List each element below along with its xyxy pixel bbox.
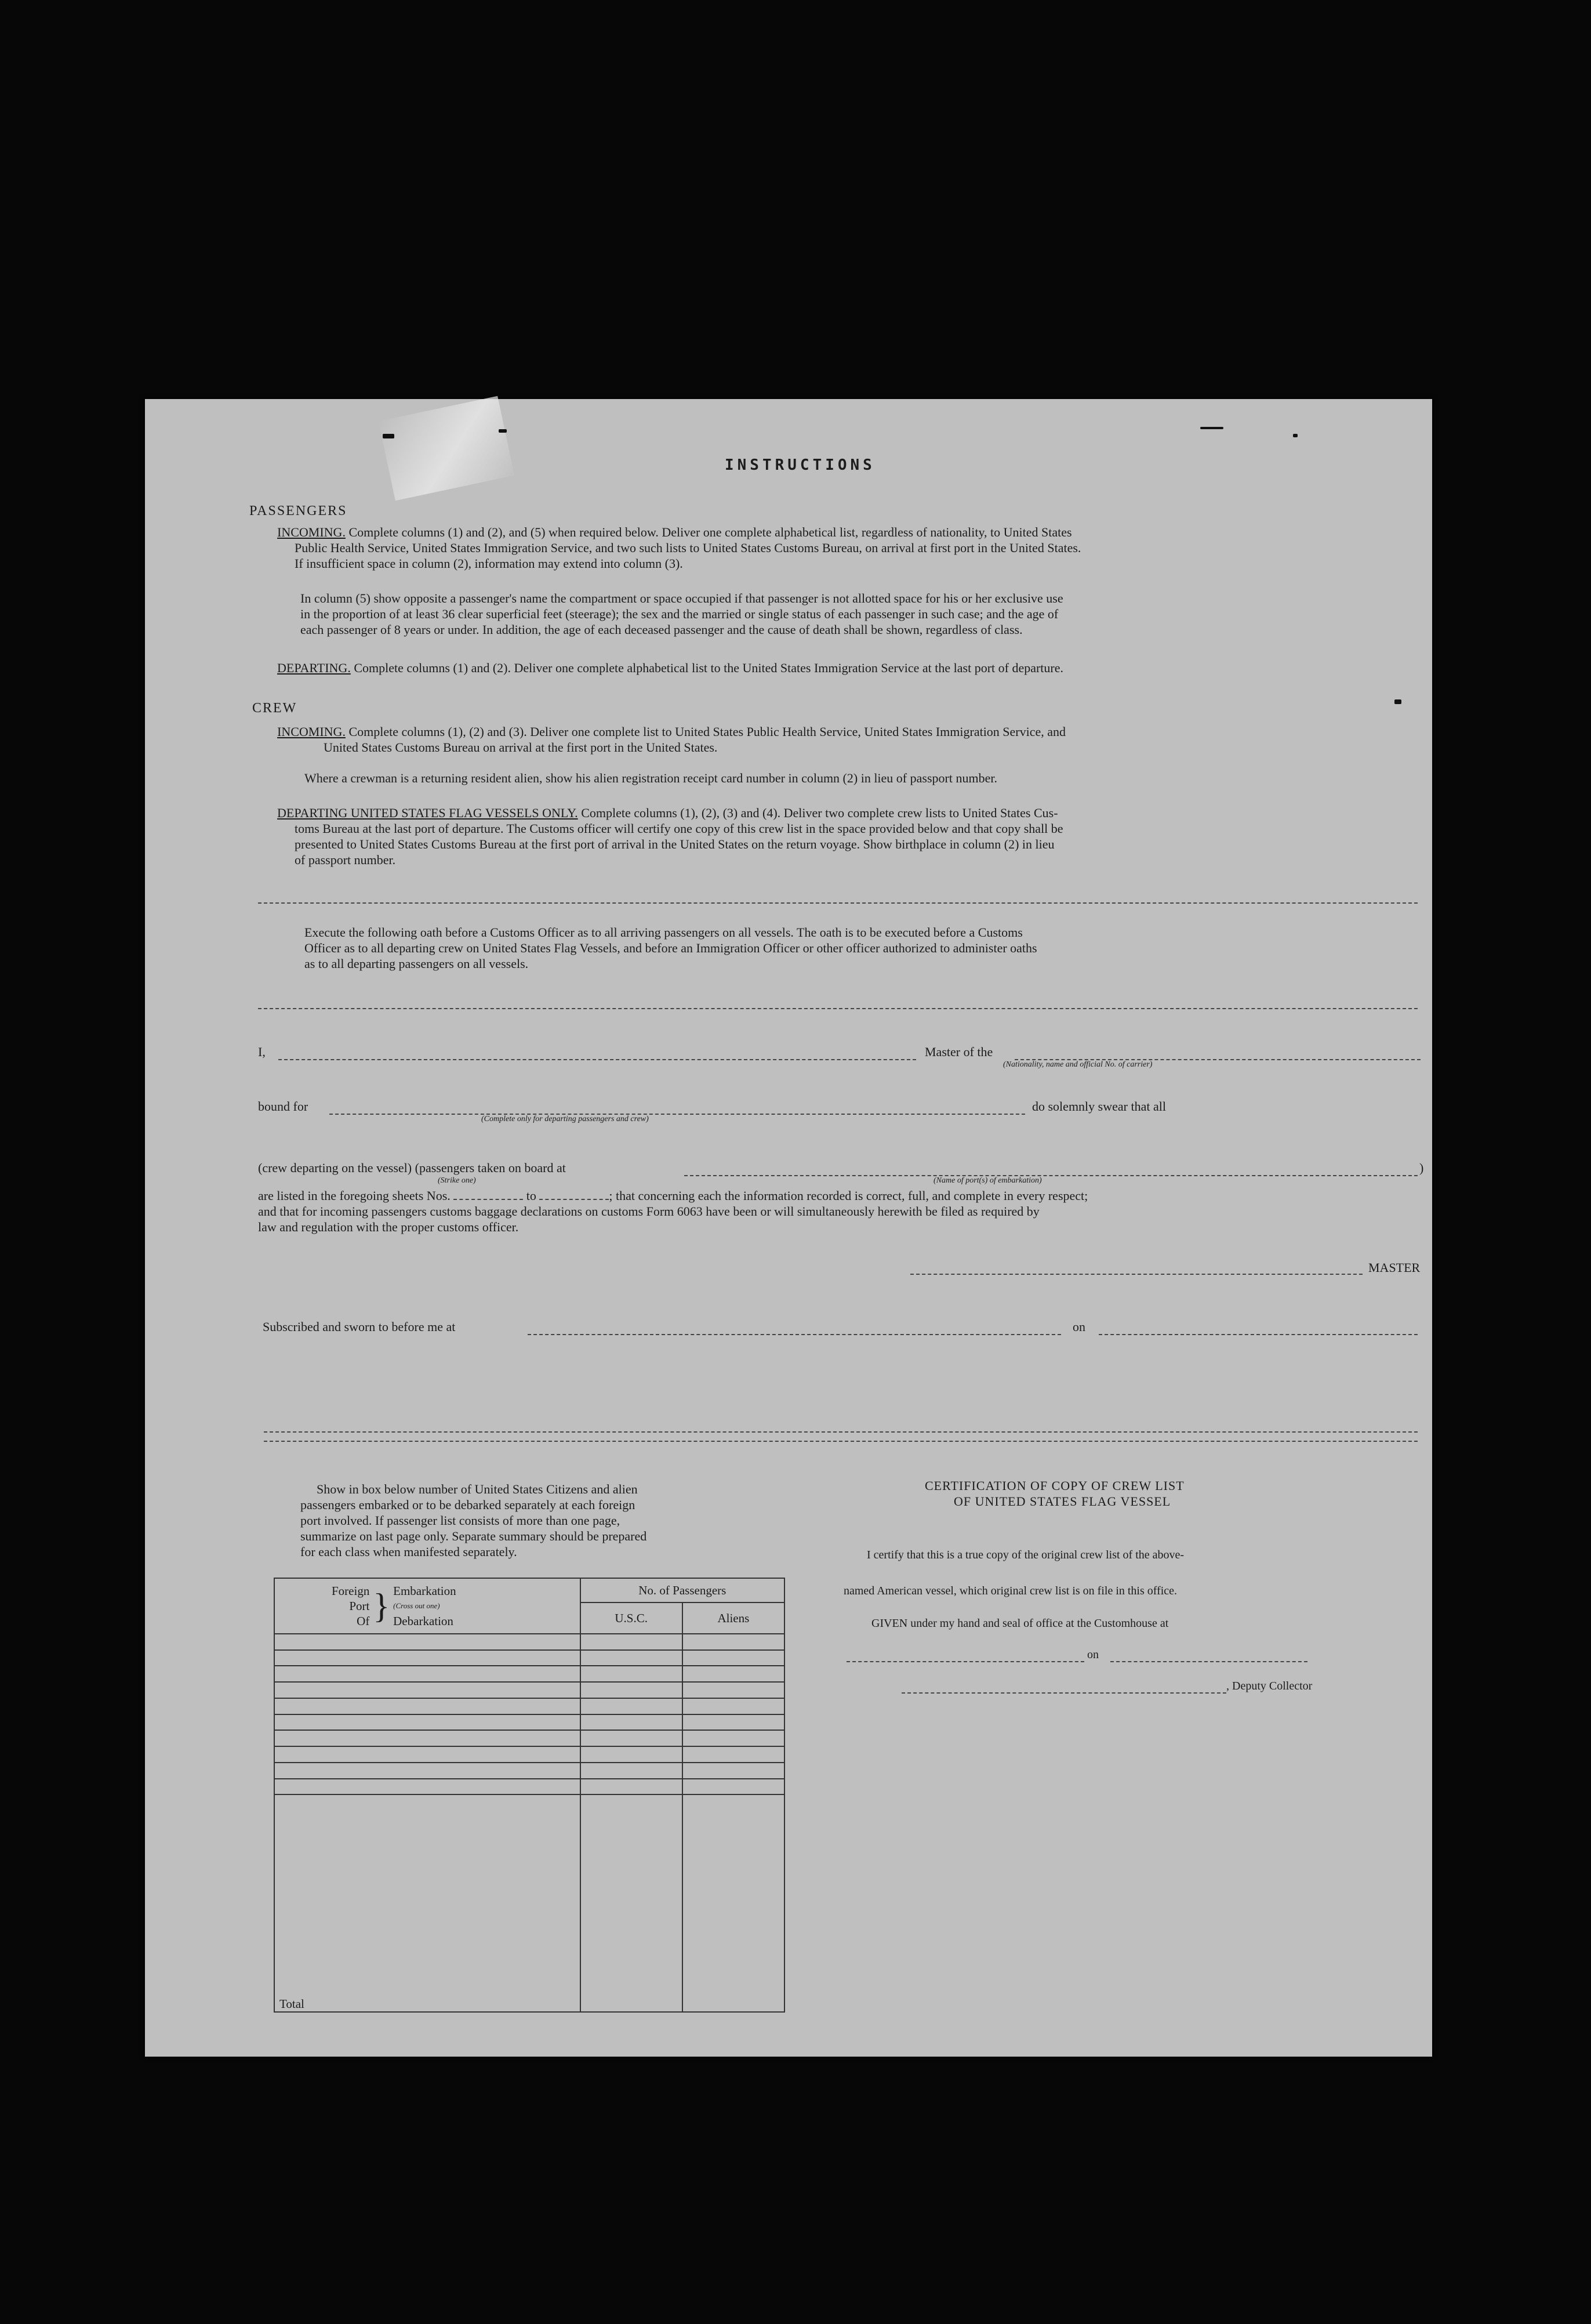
brace-glyph: } — [373, 1587, 390, 1625]
usc-cell[interactable] — [580, 1779, 682, 1795]
text-line: as to all departing passengers on all vessels. — [304, 956, 529, 971]
subscribed-label: Subscribed and sworn to before me at — [263, 1319, 456, 1334]
table-row[interactable] — [274, 1779, 784, 1795]
port-cell[interactable] — [274, 1779, 580, 1795]
passenger-summary-table — [274, 1578, 785, 2013]
debarkation-label[interactable]: Debarkation — [393, 1614, 453, 1628]
text-line: presented to United States Customs Bureau at the first port of arrival in the United States on the return voyage. Show birthplace in column (2) in lieu — [295, 837, 1055, 851]
master-signature-field[interactable] — [910, 1274, 1363, 1275]
table-row[interactable] — [274, 1650, 784, 1666]
form-page — [145, 399, 1432, 2057]
aliens-cell[interactable] — [682, 1634, 784, 1650]
bound-for-note: (Complete only for departing passengers and crew) — [481, 1115, 649, 1123]
subscribed-on-label: on — [1073, 1319, 1085, 1334]
master-of-label: Master of the — [925, 1045, 993, 1059]
summary-instructions — [300, 1481, 799, 1560]
aliens-header: Aliens — [682, 1602, 784, 1634]
certification-title-line2: OF UNITED STATES FLAG VESSEL — [954, 1494, 1171, 1509]
section-divider — [258, 1008, 1418, 1009]
solemnly-swear-text: do solemnly swear that all — [1032, 1099, 1166, 1114]
usc-header: U.S.C. — [580, 1602, 682, 1634]
text-line: ; that concerning each the information recorded is correct, full, and complete in every respect; — [609, 1188, 1088, 1203]
table-row[interactable] — [274, 1746, 784, 1763]
aliens-cell[interactable] — [682, 1746, 784, 1763]
port-label: Port — [349, 1599, 370, 1613]
text-line: to — [526, 1188, 536, 1203]
text-line: in the proportion of at least 36 clear superficial feet (steerage); the sex and the married or single status of each passenger in such case; and the age of — [300, 607, 1059, 621]
port-cell[interactable] — [274, 1682, 580, 1698]
crew-incoming — [277, 724, 1414, 755]
incoming-label: INCOMING. — [277, 724, 346, 739]
oath-instructions — [304, 924, 1406, 971]
ink-speck — [499, 429, 507, 433]
port-header-cell — [274, 1578, 580, 1634]
departing-label: DEPARTING UNITED STATES FLAG VESSELS ONLY. — [277, 806, 578, 820]
table-row[interactable] — [274, 1682, 784, 1698]
passengers-departing — [277, 660, 1414, 676]
text-line: are listed in the foregoing sheets Nos. — [258, 1188, 451, 1203]
passengers-heading: PASSENGERS — [249, 503, 347, 519]
usc-cell[interactable] — [580, 1698, 682, 1714]
embarkation-label[interactable]: Embarkation — [393, 1584, 456, 1598]
listed-sheets-paragraph — [258, 1188, 1418, 1235]
foreign-label: Foreign — [332, 1584, 370, 1598]
master-name-field[interactable] — [278, 1059, 916, 1060]
usc-total-cell[interactable] — [580, 1794, 682, 2012]
passengers-incoming — [277, 524, 1414, 571]
text-line: Complete columns (1), (2) and (3). Deliver one complete list to United States Public Health Service, United States Immigration Service, and — [348, 724, 1066, 739]
certification-on-label: on — [1087, 1648, 1099, 1661]
usc-cell[interactable] — [580, 1746, 682, 1763]
port-cell[interactable] — [274, 1730, 580, 1746]
of-label: Of — [357, 1614, 370, 1628]
embarkation-note: (Name of port(s) of embarkation) — [933, 1176, 1042, 1185]
text-line: Execute the following oath before a Customs Officer as to all arriving passengers on all vessels. The oath is to be executed before a Customs — [304, 925, 1023, 940]
passengers-column5-note — [300, 590, 1414, 637]
certification-title-line1: CERTIFICATION OF COPY OF CREW LIST — [925, 1478, 1185, 1493]
customhouse-place-field[interactable] — [847, 1661, 1084, 1662]
section-divider — [264, 1441, 1418, 1442]
cross-out-note: (Cross out one) — [393, 1601, 440, 1610]
port-cell[interactable] — [274, 1763, 580, 1779]
paper-fold-crease — [379, 396, 515, 501]
text-line: summarize on last page only. Separate summary should be prepared — [300, 1529, 647, 1543]
ink-speck — [383, 434, 394, 438]
table-row[interactable] — [274, 1666, 784, 1682]
port-cell[interactable] — [274, 1666, 580, 1682]
text-line: Show in box below number of United States Citizens and alien — [317, 1482, 638, 1496]
aliens-cell[interactable] — [682, 1763, 784, 1779]
embarkation-port-field[interactable] — [684, 1175, 1418, 1176]
table-total-row[interactable] — [274, 1794, 784, 2012]
text-line: port involved. If passenger list consists of more than one page, — [300, 1513, 620, 1528]
usc-cell[interactable] — [580, 1650, 682, 1666]
usc-cell[interactable] — [580, 1666, 682, 1682]
deputy-signature-field[interactable] — [902, 1692, 1226, 1694]
text-line: Public Health Service, United States Immigration Service, and two such lists to United States Customs Bureau, on arrival at first port in the United States. — [295, 541, 1081, 555]
port-cell[interactable] — [274, 1746, 580, 1763]
aliens-cell[interactable] — [682, 1714, 784, 1731]
incoming-label: INCOMING. — [277, 525, 346, 539]
text-line: Complete columns (1) and (2), and (5) when required below. Deliver one complete alphabetical list, regardless of nationality, to United States — [348, 525, 1072, 539]
port-cell[interactable] — [274, 1634, 580, 1650]
certification-date-field[interactable] — [1110, 1661, 1307, 1662]
crew-passengers-text: (crew departing on the vessel) (passengers taken on board at — [258, 1161, 566, 1175]
certification-line3: GIVEN under my hand and seal of office at the Customhouse at — [871, 1617, 1169, 1630]
deputy-collector-label: , Deputy Collector — [1226, 1680, 1313, 1692]
sheet-to-field[interactable] — [539, 1199, 609, 1200]
no-passengers-header: No. of Passengers — [580, 1578, 784, 1602]
total-label: Total — [274, 1794, 580, 2012]
text-line: In column (5) show opposite a passenger's name the compartment or space occupied if that passenger is not allotted space for his or her exclusive use — [300, 591, 1063, 606]
text-line: and that for incoming passengers customs baggage declarations on customs Form 6063 have been or will simultaneously herewith be filed as required by — [258, 1204, 1040, 1219]
table-row[interactable] — [274, 1698, 784, 1714]
oath-i-label: I, — [258, 1045, 266, 1059]
close-paren: ) — [1419, 1161, 1424, 1175]
usc-cell[interactable] — [580, 1730, 682, 1746]
aliens-cell[interactable] — [682, 1650, 784, 1666]
departing-label: DEPARTING. — [277, 661, 351, 675]
page-title: INSTRUCTIONS — [725, 456, 876, 474]
port-cell[interactable] — [274, 1714, 580, 1731]
table-row[interactable] — [274, 1730, 784, 1746]
text-line: passengers embarked or to be debarked separately at each foreign — [300, 1498, 635, 1512]
table-row[interactable] — [274, 1714, 784, 1731]
table-header-row — [274, 1578, 784, 1602]
text-line: Complete columns (1) and (2). Deliver one complete alphabetical list to the United States Immigration Service at the last port of departure. — [354, 661, 1064, 675]
section-divider — [264, 1431, 1418, 1433]
subscribed-date-field[interactable] — [1099, 1334, 1418, 1335]
text-line: law and regulation with the proper customs officer. — [258, 1220, 519, 1234]
aliens-cell[interactable] — [682, 1666, 784, 1682]
aliens-cell[interactable] — [682, 1698, 784, 1714]
crew-departing — [277, 805, 1414, 868]
text-line: each passenger of 8 years or under. In addition, the age of each deceased passenger and the cause of death shall be shown, regardless of class. — [300, 622, 1023, 637]
table-row[interactable] — [274, 1634, 784, 1650]
text-line: of passport number. — [295, 853, 396, 867]
aliens-total-cell[interactable] — [682, 1794, 784, 2012]
section-divider — [258, 902, 1418, 904]
certification-line1: I certify that this is a true copy of the original crew list of the above- — [867, 1549, 1185, 1561]
port-cell[interactable] — [274, 1650, 580, 1666]
usc-cell[interactable] — [580, 1682, 682, 1698]
aliens-cell[interactable] — [682, 1730, 784, 1746]
bound-for-field[interactable] — [329, 1114, 1025, 1115]
crew-heading: CREW — [252, 701, 297, 716]
ink-speck — [1293, 434, 1298, 437]
master-label: MASTER — [1368, 1260, 1421, 1275]
carrier-note: (Nationality, name and official No. of carrier) — [1003, 1060, 1153, 1069]
usc-cell[interactable] — [580, 1634, 682, 1650]
text-line: Complete columns (1), (2), (3) and (4). Deliver two complete crew lists to United States Cus- — [581, 806, 1058, 820]
port-cell[interactable] — [274, 1698, 580, 1714]
text-line: If insufficient space in column (2), information may extend into column (3). — [295, 556, 683, 571]
certification-line2: named American vessel, which original crew list is on file in this office. — [844, 1585, 1178, 1597]
sheet-from-field[interactable] — [453, 1199, 523, 1200]
crew-alien-note: Where a crewman is a returning resident alien, show his alien registration receipt card number in column (2) in lieu of passport number. — [304, 771, 997, 785]
bound-for-label: bound for — [258, 1099, 308, 1114]
ink-speck — [1200, 427, 1223, 429]
text-line: Officer as to all departing crew on United States Flag Vessels, and before an Immigration Officer or other officer authorized to administer oaths — [304, 941, 1037, 955]
text-line: United States Customs Bureau on arrival at the first port in the United States. — [324, 740, 718, 755]
strike-one-note: (Strike one) — [438, 1176, 476, 1185]
ink-speck — [1394, 699, 1401, 704]
subscribed-place-field[interactable] — [528, 1334, 1061, 1335]
usc-cell[interactable] — [580, 1763, 682, 1779]
aliens-cell[interactable] — [682, 1682, 784, 1698]
aliens-cell[interactable] — [682, 1779, 784, 1795]
text-line: toms Bureau at the last port of departure. The Customs officer will certify one copy of this crew list in the space provided below and that copy shall be — [295, 821, 1063, 836]
usc-cell[interactable] — [580, 1714, 682, 1731]
table-row[interactable] — [274, 1763, 784, 1779]
text-line: for each class when manifested separately. — [300, 1545, 517, 1559]
